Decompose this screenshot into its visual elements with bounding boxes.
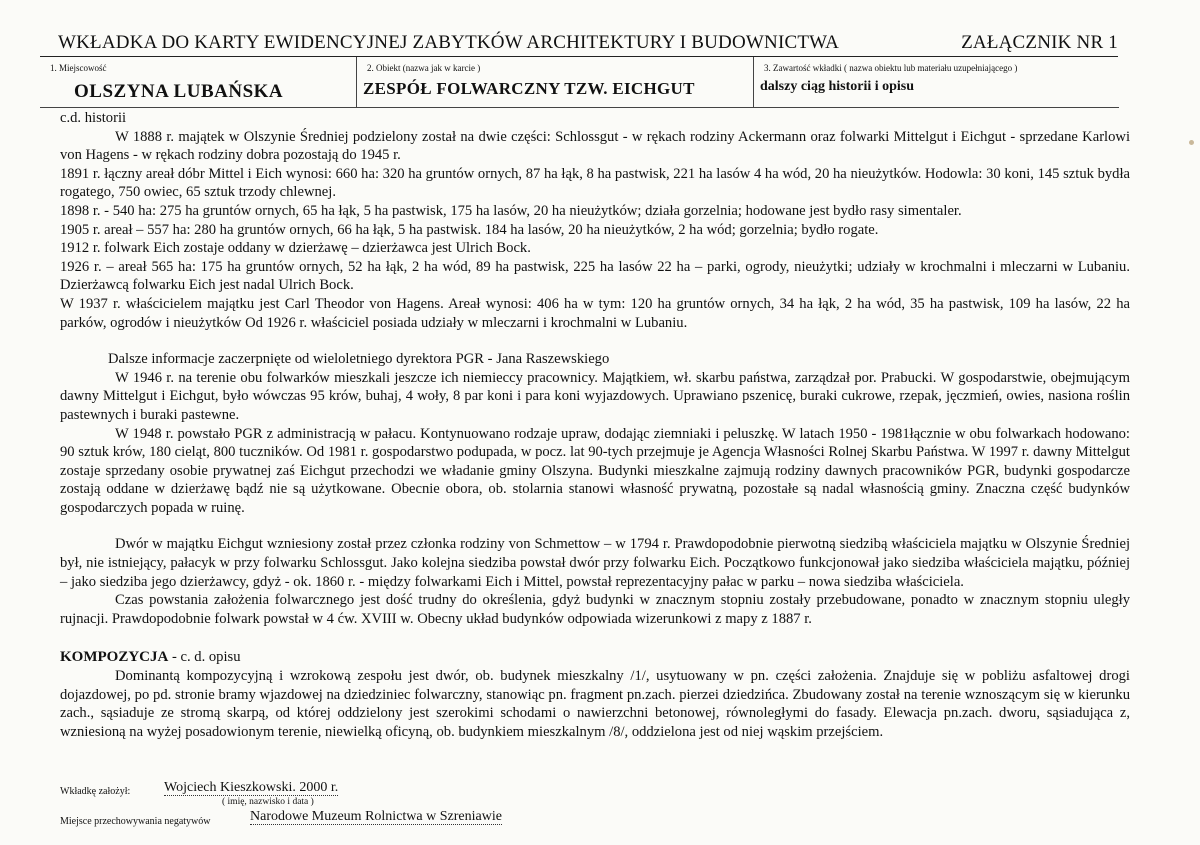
page-title xyxy=(58,32,1118,54)
paragraph: 1891 r. łączny areał dóbr Mittel i Eich wynosi: 660 ha: 320 ha gruntów ornych, 87 ha łąk, 8 ha pastwisk, 221 ha lasów 4 ha wód, 20 ha nieużytków. Hodowla: 30 koni, 145 sztuk bydła rogatego, 750 owiec, 65 sztuk trzody chlewnej. xyxy=(60,165,1130,201)
paragraph: Czas powstania założenia folwarcznego jest dość trudny do określenia, gdyż budynki w znacznym stopniu zostały przebudowane, ponadto w znacznym stopniu uległy rujnacji. Prawdopodobnie folwark powstał w 4 ćw. XVIII w. Obecny układ budynków odpowiada wizerunkowi z mapy z 1887 r. xyxy=(60,592,1130,627)
field-locality xyxy=(40,57,355,107)
storage-value: Narodowe Muzeum Rolnictwa w Szreniawie xyxy=(250,809,502,824)
footer xyxy=(60,778,760,838)
paragraph: 1926 r. – areał 565 ha: 175 ha gruntów ornych, 52 ha łąk, 2 ha wód, 89 ha pastwisk, 225 ha lasów 22 ha – parki, ogrody, nieużytki; udziały w krochmalni i mleczarni w Lubaniu. Dzierżawcą folwarku Eich jest nadal Ulrich Bock. xyxy=(60,258,1130,294)
divider xyxy=(40,107,356,108)
section-heading-history: c.d. historii xyxy=(60,110,127,126)
field-object xyxy=(356,57,753,108)
composition-heading: KOMPOZYCJA xyxy=(60,649,169,666)
annex-number: ZAŁĄCZNIK NR 1 xyxy=(961,32,1118,53)
paragraph: 1898 r. - 540 ha: 275 ha gruntów ornych, 65 ha łąk, 5 ha pastwisk, 175 ha lasów, 20 ha nieużytków; działa gorzelnia; hodowane jest bydło rasy simentaler. xyxy=(60,202,962,219)
paragraph: 1912 r. folwark Eich zostaje oddany w dzierżawę – dzierżawca jest Ulrich Bock. xyxy=(60,240,531,257)
paragraph: W 1948 r. powstało PGR z administracją w pałacu. Kontynuowano rodzaje upraw, dodając ziemniaki i peluszkę. W latach 1950 - 1981łącznie w obu folwarkach hodowano: 90 sztuk krów, 180 cieląt, 800 tuczników. Od 1981 r. gospodarstwo podupada, w pocz. lat 90-tych przejmuje je Agencja Własności Rolnej Skarbu Państwa. W 1997 r. dawny Mittelgut zostaje sprzedany osobie prywatnej zaś Eichgut przechodzi we władanie gminy Olszyna. Budynki mieszkalne zajmują rodziny dawnych pracowników PGR, budynki gospodarcze zostają oddane w dzierżawę bądź nie są użytkowane. Obecnie obora, ob. stolarnia stanowi własność prywatną, pozostałe są nadal własnością gminy. Znaczna część budynków gospodarczych popada w ruinę. xyxy=(60,425,1130,516)
author-hint: ( imię, nazwisko i data ) xyxy=(222,797,314,807)
field-label: 3. Zawartość wkładki ( nazwa obiektu lub materiału uzupełniającego ) xyxy=(764,63,1018,73)
card-title: WKŁADKA DO KARTY EWIDENCYJNEJ ZABYTKÓW ARCHITEKTURY I BUDOWNICTWA xyxy=(58,32,840,53)
paragraph: W 1937 r. właścicielem majątku jest Carl Theodor von Hagens. Areał wynosi: 406 ha w tym: 120 ha gruntów ornych, 34 ha łąk, 2 ha wód, 35 ha pastwisk, 109 ha lasów, 22 ha parków, ogrodów i nieużytków Od 1926 r. właściciel posiada udziały w mleczarni i krochmalni w Lubaniu. xyxy=(60,295,1130,331)
paragraph: Dwór w majątku Eichgut wzniesiony został przez członka rodziny von Schmettow – w 1794 r. Prawdopodobnie pierwotną siedzibą właściciela majątku w Olszynie Średniej był, nie istniejący, pałacyk w przy folwarku Schlossgut. Jako kolejna siedziba powstał dwór przy folwarku Eich. Początkowo funkcjonował jako siedziba właściciela majątku, później – jako siedziba jego dzierżawcy, gdyż - ok. 1860 r. - między folwarkami Eich i Mittel, powstał reprezentacyjny pałac w parku – nowa siedziba właściciela. xyxy=(60,536,1130,590)
field-label: 2. Obiekt (nazwa jak w karcie ) xyxy=(367,63,481,73)
scan-speck xyxy=(1189,140,1194,145)
paragraph: W 1888 r. majątek w Olszynie Średniej podzielony został na dwie części: Schlossgut - w rękach rodziny Ackermann oraz folwarki Mittelgut i Eichgut - sprzedane Karlowi von Hagens - w rękach rodziny dobra pozostają do 1945 r. xyxy=(60,128,1130,164)
paragraph: 1905 r. areał – 557 ha: 280 ha gruntów ornych, 66 ha łąk, 5 ha pastwisk. 184 ha lasów, 20 ha nieużytków, 2 ha wód; gorzelnia; bydło rogate. xyxy=(60,221,879,238)
document-body xyxy=(60,109,1130,741)
header-fields xyxy=(40,57,1118,107)
section-heading-composition xyxy=(60,648,1130,667)
spacer xyxy=(60,628,1130,648)
field-content xyxy=(753,57,1119,108)
spacer xyxy=(60,332,1130,350)
spacer xyxy=(60,517,1130,535)
composition-heading-suffix: - c. d. opisu xyxy=(171,649,241,666)
paragraph: Dominantą kompozycyjną i wzrokową zespołu jest dwór, ob. budynek mieszkalny /1/, usytuowany w pn. części założenia. Znajduje się w pobliżu asfaltowej drogi dojazdowej, po pd. stronie bramy wjazdowej na dziedziniec folwarczny, stanowiąc pn. fragment pn.zach. pierzei dziedzińca. Zbudowany został na terenie wznoszącym się w kierunku zach., sąsiaduje ze stromą skarpą, od której oddzielony jest szerokimi schodami o nawierzchni betonowej, równoległymi do fasady. Elewacja pn.zach. dworu, sąsiadująca z, wzniesioną na wyżej posadowionym terenie, niewielką oficyną, ob. budynkiem mieszkalnym /8/, oddzielona jest od niej wąskim przejściem. xyxy=(60,668,1130,740)
field-value-object: ZESPÓŁ FOLWARCZNY TZW. EICHGUT xyxy=(363,79,695,98)
author-label: Wkładkę założył: xyxy=(60,786,131,797)
author-value: Wojciech Kieszkowski. 2000 r. xyxy=(164,780,339,795)
field-label: 1. Miejscowość xyxy=(50,63,107,73)
paragraph: Dalsze informacje zaczerpnięte od wieloletniego dyrektora PGR - Jana Raszewskiego xyxy=(108,351,610,368)
storage-label: Miejsce przechowywania negatywów xyxy=(60,816,211,827)
field-value-locality: OLSZYNA LUBAŃSKA xyxy=(74,81,284,102)
field-value-content: dalszy ciąg historii i opisu xyxy=(760,79,915,94)
paragraph: W 1946 r. na terenie obu folwarków mieszkali jeszcze ich niemieccy pracownicy. Majątkiem, wł. skarbu państwa, zarządzał por. Prabucki. W gospodarstwie, obejmującym dawny Mittelgut i Eichgut, było wówczas 95 krów, buhaj, 4 woły, 8 par koni i para koni wyjazdowych. Uprawiano pszenicę, buraki cukrowe, rzepak, jęczmień, owies, nasiona roślin pastewnych i buraki pastewne. xyxy=(60,369,1130,423)
